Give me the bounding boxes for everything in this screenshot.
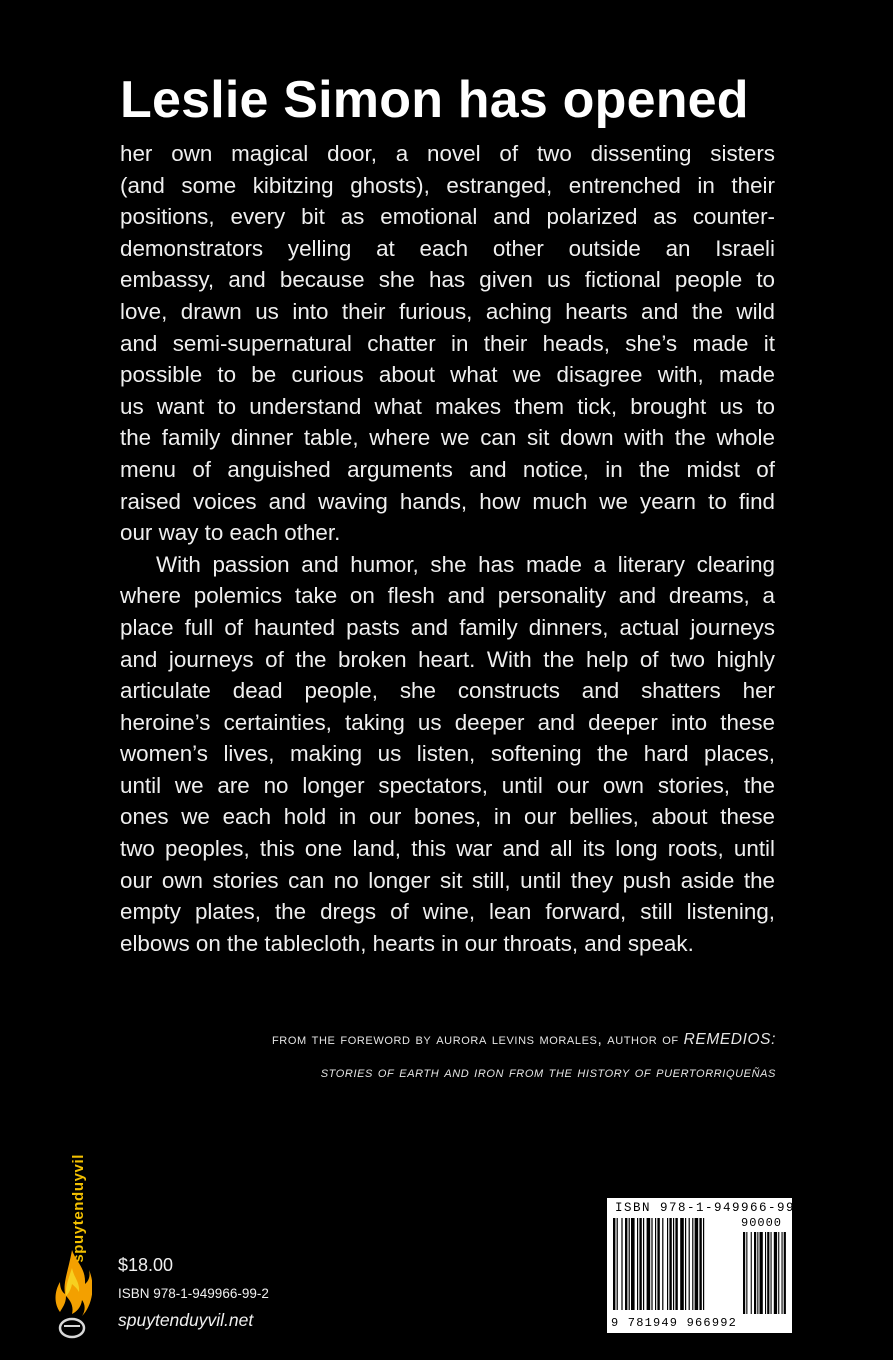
barcode-bar: [651, 1218, 652, 1310]
text-line: raised voices and waving hands, how much we yearn to find: [120, 488, 775, 514]
barcode-addon-digits: 90000: [741, 1216, 783, 1230]
text-line: empty plates, the dregs of wine, lean forward, still listening,: [120, 899, 775, 925]
text-line: the family dinner table, where we can sit down with the whole: [120, 425, 775, 451]
text-line: heroine’s certainties, taking us deeper and deeper into these: [120, 709, 775, 735]
text-line: our way to each other.: [120, 520, 341, 546]
attribution-title-part-2: stories of earth and iron from the history of puertorriqueñas: [320, 1064, 776, 1081]
addon-bar: [757, 1232, 758, 1314]
barcode-bar: [647, 1218, 651, 1310]
text-line: (and some kibitzing ghosts), estranged, entrenched in their: [120, 172, 775, 198]
barcode-bar: [625, 1218, 627, 1310]
addon-bar: [754, 1232, 756, 1314]
addon-bar: [771, 1232, 772, 1314]
text-line: ones we each hold in our bones, in our bellies, about these: [120, 804, 775, 830]
text-line: until we are no longer spectators, until our own stories, the: [120, 772, 775, 798]
barcode-bar: [631, 1218, 635, 1310]
blurb-body: [120, 138, 775, 959]
barcode-bar: [673, 1218, 674, 1310]
barcode-bar: [643, 1218, 644, 1310]
addon-bar: [774, 1232, 777, 1314]
publisher-logo: [52, 1150, 92, 1342]
text-line: and journeys of the broken heart. With the help of two highly: [120, 646, 775, 672]
flame-icon: [52, 1248, 92, 1340]
addon-bar: [760, 1232, 763, 1314]
text-line: demonstrators yelling at each other outside an Israeli: [120, 235, 775, 261]
paragraph-1: [120, 138, 775, 549]
text-line: possible to be curious about what we disagree with, made: [120, 362, 775, 388]
addon-bar: [784, 1232, 786, 1314]
isbn-text: ISBN 978-1-949966-99-2: [118, 1286, 269, 1301]
publisher-logo-text: spuytenduyvil: [70, 1154, 87, 1263]
barcode-bar: [629, 1218, 630, 1310]
barcode-bar: [680, 1218, 684, 1310]
barcode-bar: [699, 1218, 701, 1310]
text-line: where polemics take on flesh and personality and dreams, a: [120, 583, 775, 609]
text-line: our own stories can no longer sit still, until they push aside the: [120, 867, 775, 893]
text-line: menu of anguished arguments and notice, in the midst of: [120, 456, 775, 482]
text-line: articulate dead people, she constructs and shatters her: [120, 678, 775, 704]
barcode-bar: [669, 1218, 671, 1310]
barcode-bar: [685, 1218, 686, 1310]
text-line: With passion and humor, she has made a literary clearing: [156, 551, 775, 577]
barcode-bar: [703, 1218, 704, 1310]
barcode-bar: [695, 1218, 699, 1310]
text-line: positions, every bit as emotional and polarized as counter-: [120, 204, 775, 230]
addon-bar: [765, 1232, 766, 1314]
barcode-bar: [617, 1218, 618, 1310]
attribution-line-2: [116, 1056, 776, 1089]
text-line: us want to understand what makes them tick, brought us to: [120, 393, 775, 419]
foreword-attribution: [116, 1023, 776, 1089]
text-line: love, drawn us into their furious, aching hearts and the wild: [120, 298, 775, 324]
barcode-bar: [675, 1218, 677, 1310]
barcode-digits: 9 781949 966992: [611, 1316, 738, 1330]
text-line: elbows on the tablecloth, hearts in our throats, and speak.: [120, 930, 694, 956]
paragraph-2: [120, 549, 775, 960]
barcode-bar: [637, 1218, 638, 1310]
barcode-bar: [613, 1218, 615, 1310]
addon-bar: [743, 1232, 745, 1314]
barcode-bar: [689, 1218, 690, 1310]
text-line: her own magical door, a novel of two dissenting sisters: [120, 141, 775, 166]
barcode-bars: [611, 1218, 789, 1318]
barcode-isbn-header: ISBN 978-1-949966-99-2: [615, 1201, 814, 1215]
barcode-bar: [662, 1218, 663, 1310]
addon-bar: [751, 1232, 752, 1314]
barcode-bar: [692, 1218, 693, 1310]
barcode-bar: [655, 1218, 656, 1310]
text-line: two peoples, this one land, this war and all its long roots, until: [120, 836, 775, 862]
attribution-line-1: [116, 1023, 776, 1056]
barcode-bar: [621, 1218, 622, 1310]
isbn-barcode: [607, 1198, 814, 1333]
barcode-bar: [639, 1218, 641, 1310]
addon-bar: [746, 1232, 747, 1314]
headline: Leslie Simon has opened: [120, 71, 749, 129]
price-block: [118, 1254, 269, 1331]
attribution-title-part-1: REMEDIOS:: [683, 1031, 776, 1048]
text-line: and semi-supernatural chatter in their heads, she’s made it: [120, 330, 775, 356]
text-line: women’s lives, making us listen, softening the hard places,: [120, 741, 775, 767]
addon-bar: [767, 1232, 769, 1314]
barcode-bar: [667, 1218, 668, 1310]
addon-bar: [782, 1232, 783, 1314]
text-line: place full of haunted pasts and family dinners, actual journeys: [120, 614, 775, 640]
attribution-prefix: from the foreword by aurora levins morales, author of: [271, 1031, 679, 1048]
price: $18.00: [118, 1255, 174, 1275]
addon-bar: [778, 1232, 779, 1314]
text-line: embassy, and because she has given us fictional people to: [120, 267, 775, 293]
publisher-website: spuytenduyvil.net: [118, 1310, 254, 1330]
barcode-bar: [657, 1218, 659, 1310]
